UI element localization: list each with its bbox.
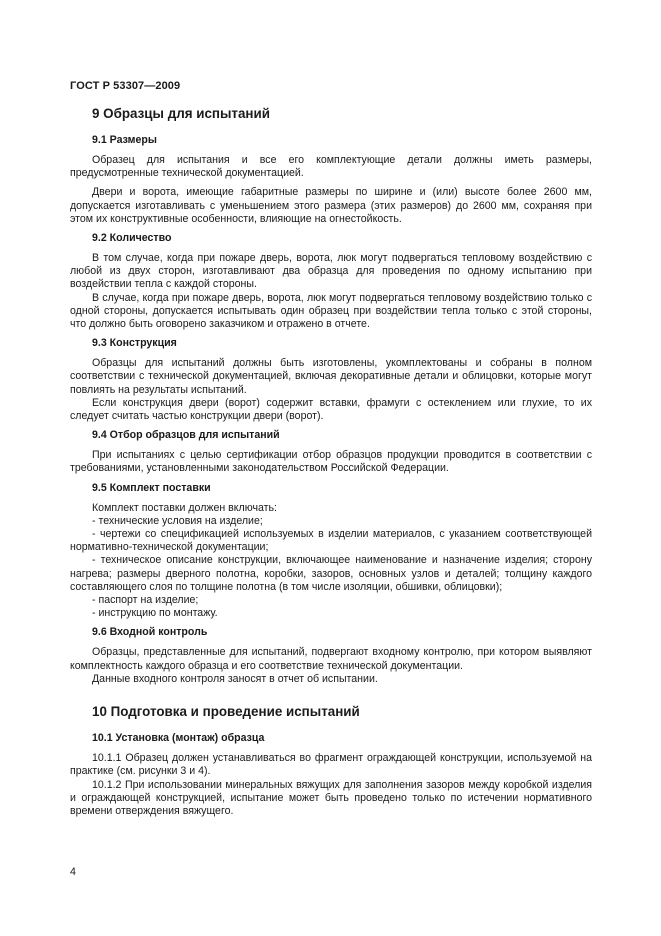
subsection-9-5-body: [70, 502, 592, 621]
subsection-9-3-title: 9.3 Конструкция: [92, 337, 177, 350]
paragraph: Если конструкция двери (ворот) содержит вставки, фрамуги с остеклением или глухие, то их следует считать частью конструкции двери (ворот).: [70, 396, 592, 423]
subsection-9-1-title: 9.1 Размеры: [92, 134, 157, 146]
subsection-9-6-body: [70, 646, 592, 686]
subsection-10-1-title: 10.1 Установка (монтаж) образца: [92, 732, 265, 745]
paragraph: Образец для испытания и все его комплектующие детали должны иметь размеры, предусмотренные технической документацией.: [70, 154, 592, 180]
section-10-title: 10 Подготовка и проведение испытаний: [92, 704, 360, 720]
subsection-9-5-title: 9.5 Комплект поставки: [92, 481, 211, 494]
paragraph: В случае, когда при пожаре дверь, ворота, люк могут подвергаться тепловому воздействию только с одной стороны, допускается испытывать один образец при воздействии тепла только с этой стороны, что должно быть оговорено заказчиком и отражено в отчете.: [70, 291, 592, 331]
paragraph: Данные входного контроля заносят в отчет об испытании.: [92, 672, 378, 685]
page-number: 4: [70, 866, 76, 878]
list-item: - техническое описание конструкции, включающее наименование и назначение изделия; сторону нагрева; размеры дверного полотна, коробки, зазоров, основных узлов и деталей; толщину каждого составляющего слоя по толщине полотна (в том числе изоляции, обшивки, облицовки);: [70, 554, 592, 593]
paragraph: Двери и ворота, имеющие габаритные размеры по ширине и (или) высоте более 2600 мм, допускается изготавливать с уменьшением этого размера (этих размеров) до 2600 мм, сохраняя при этом их конструктивные особенности, влияющие на огнестойкость.: [70, 186, 592, 225]
list-item: - технические условия на изделие;: [92, 514, 263, 527]
subsection-9-6-title: 9.6 Входной контроль: [92, 626, 208, 639]
subsection-9-4-title: 9.4 Отбор образцов для испытаний: [92, 429, 280, 442]
list-item: - инструкцию по монтажу.: [92, 607, 218, 620]
paragraph: Образцы для испытаний должны быть изготовлены, укомплектованы и собраны в полном соответствии с технической документацией, включая декоративные детали и облицовки, которые могут повлиять на результаты испытаний.: [70, 357, 592, 396]
paragraph: Комплект поставки должен включать:: [92, 501, 277, 514]
paragraph: Образцы, представленные для испытаний, подвергают входному контролю, при котором выявляют комплектность каждого образца и его соответствие технической документации.: [70, 646, 592, 672]
subsection-10-1-body: [70, 752, 592, 818]
subsection-9-2-body: [70, 252, 592, 331]
section-9-title: 9 Образцы для испытаний: [92, 106, 270, 121]
document-body: [70, 106, 592, 824]
list-item: - чертежи со спецификацией используемых в изделии материалов, с указанием соответствующей нормативно-технической документации;: [70, 528, 592, 554]
subsection-9-1-body: [70, 154, 592, 226]
paragraph: При испытаниях с целью сертификации отбор образцов продукции проводится в соответствии с требованиями, установленными законодательством Российской Федерации.: [70, 449, 592, 475]
subsection-9-4-body: [70, 449, 592, 475]
document-id: ГОСТ Р 53307—2009: [70, 80, 181, 92]
subsection-9-3-body: [70, 357, 592, 423]
list-item: - паспорт на изделие;: [92, 594, 199, 607]
subsection-9-2-title: 9.2 Количество: [92, 232, 172, 245]
paragraph: В том случае, когда при пожаре дверь, ворота, люк могут подвергаться тепловому воздействию с любой из двух сторон, изготавливают два образца для проведения по одному испытанию при воздействии тепла с каждой стороны.: [70, 252, 592, 291]
paragraph: 10.1.1 Образец должен устанавливаться во фрагмент ограждающей конструкции, используемой на практике (см. рисунки 3 и 4).: [70, 752, 592, 778]
paragraph: 10.1.2 При использовании минеральных вяжущих для заполнения зазоров между коробкой изделия и ограждающей конструкцией, испытание может быть проведено только по истечении нормативного времени отверждения вяжущего.: [70, 778, 592, 817]
